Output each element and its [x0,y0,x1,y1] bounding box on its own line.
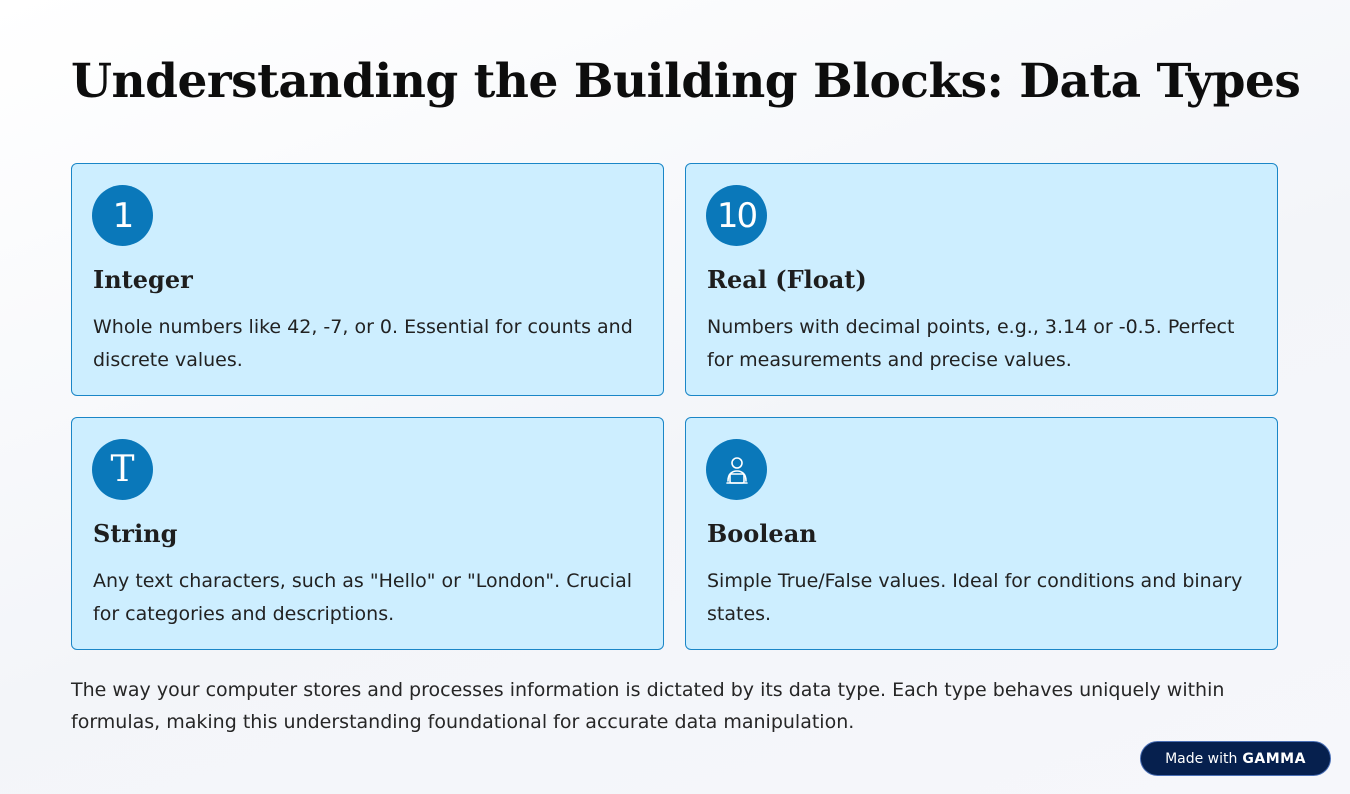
card-description: Any text characters, such as "Hello" or "London". Crucial for categories and descriptions. [93,570,632,625]
card-description: Simple True/False values. Ideal for conditions and binary states. [707,570,1243,625]
badge-text: 10 [716,195,757,236]
card-title: Integer [93,265,193,294]
person-laptop-icon [706,439,767,500]
number-one-icon [92,185,153,246]
card-title: Real (Float) [707,265,867,294]
page-title: Understanding the Building Blocks: Data Types [71,54,1301,109]
card-title: Boolean [707,519,817,548]
card-string [71,417,664,650]
card-boolean [685,417,1278,650]
badge-text: T [110,448,135,490]
footer-text: The way your computer stores and processes information is dictated by its data type. Each type behaves uniquely within formulas, making this understanding foundational for accurate data manipulation. [71,679,1225,733]
card-description: Numbers with decimal points, e.g., 3.14 or -0.5. Perfect for measurements and precise values. [707,316,1235,371]
badge-text: 1 [112,195,133,236]
card-title: String [93,519,178,548]
made-with-label: Made with [1165,750,1238,767]
card-description: Whole numbers like 42, -7, or 0. Essential for counts and discrete values. [93,316,633,371]
letter-t-icon [92,439,153,500]
card-integer [71,163,664,396]
card-real-float [685,163,1278,396]
number-ten-icon [706,185,767,246]
made-with-gamma-badge[interactable] [1140,741,1331,776]
gamma-logo: GAMMA [1242,750,1306,767]
